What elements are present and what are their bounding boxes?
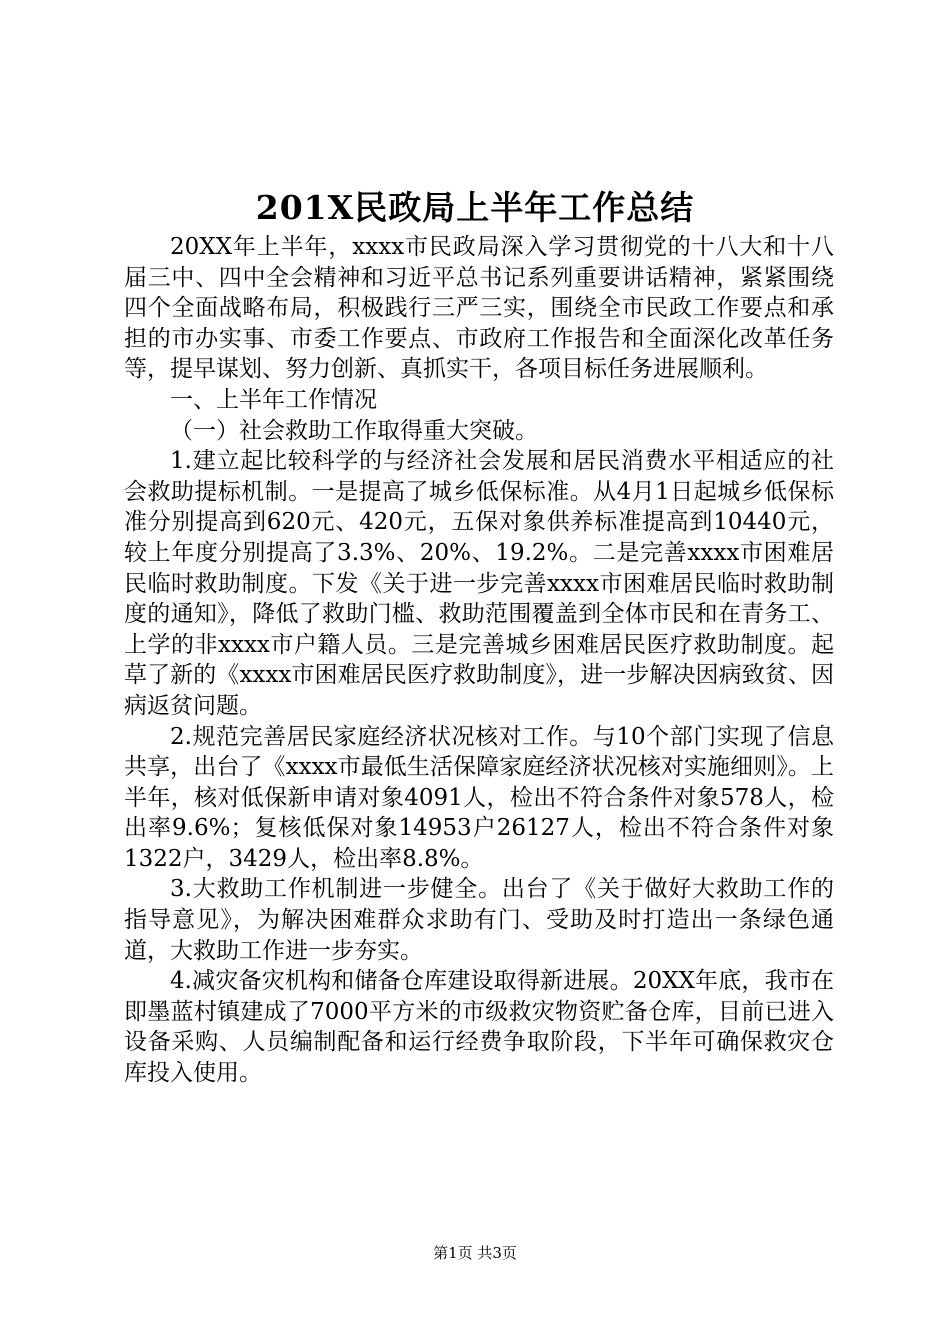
page-footer: 第1页 共3页 (433, 1244, 517, 1262)
section-heading: 一、上半年工作情况 (170, 386, 377, 413)
body-paragraph-3: 3.大救助工作机制进一步健全。出台了《关于做好大救助工作的指导意见》，为解决困难群众求助有门、受助及时打造出一条绿色通道，大救助工作进一步夯实。 (124, 876, 834, 964)
subsection-heading: （一）社会救助工作取得重大突破。 (170, 417, 538, 444)
body-paragraph-4: 4.减灾备灾机构和储备仓库建设取得新进展。20XX年底，我市在即墨蓝村镇建成了7000平方米的市级救灾物资贮备仓库，目前已进入设备采购、人员编制配备和运行经费争取阶段，下半年可确保救灾仓库投入使用。 (124, 968, 834, 1087)
body-paragraph-2: 2.规范完善居民家庭经济状况核对工作。与10个部门实现了信息共享，出台了《xxxx市最低生活保障家庭经济状况核对实施细则》。上半年，核对低保新申请对象4091人，检出不符合条件对象578人，检出率9.6%；复核低保对象14953户26127人，检出不符合条件对象1322户，3429人，检出率8.8%。 (124, 723, 834, 872)
body-paragraph-1: 1.建立起比较科学的与经济社会发展和居民消费水平相适应的社会救助提标机制。一是提高了城乡低保标准。从4月1日起城乡低保标准分别提高到620元、420元，五保对象供养标准提高到10440元，较上年度分别提高了3.3%、20%、19.2%。二是完善xxxx市困难居民临时救助制度。下发《关于进一步完善xxxx市困难居民临时救助制度的通知》，降低了救助门槛、救助范围覆盖到全体市民和在青务工、上学的非xxxx市户籍人员。三是完善城乡困难居民医疗救助制度。起草了新的《xxxx市困难居民医疗救助制度》，进一步解决因病致贫、因病返贫问题。 (124, 448, 834, 719)
document-title: 201X民政局上半年工作总结 (255, 188, 695, 227)
intro-paragraph: 20XX年上半年，xxxx市民政局深入学习贯彻党的十八大和十八届三中、四中全会精神和习近平总书记系列重要讲话精神，紧紧围绕四个全面战略布局，积极践行三严三实，围绕全市民政工作要点和承担的市办实事、市委工作要点、市政府工作报告和全面深化改革任务等，提早谋划、努力创新、真抓实干，各项目标任务进展顺利。 (124, 234, 834, 383)
document-body (124, 232, 834, 1089)
